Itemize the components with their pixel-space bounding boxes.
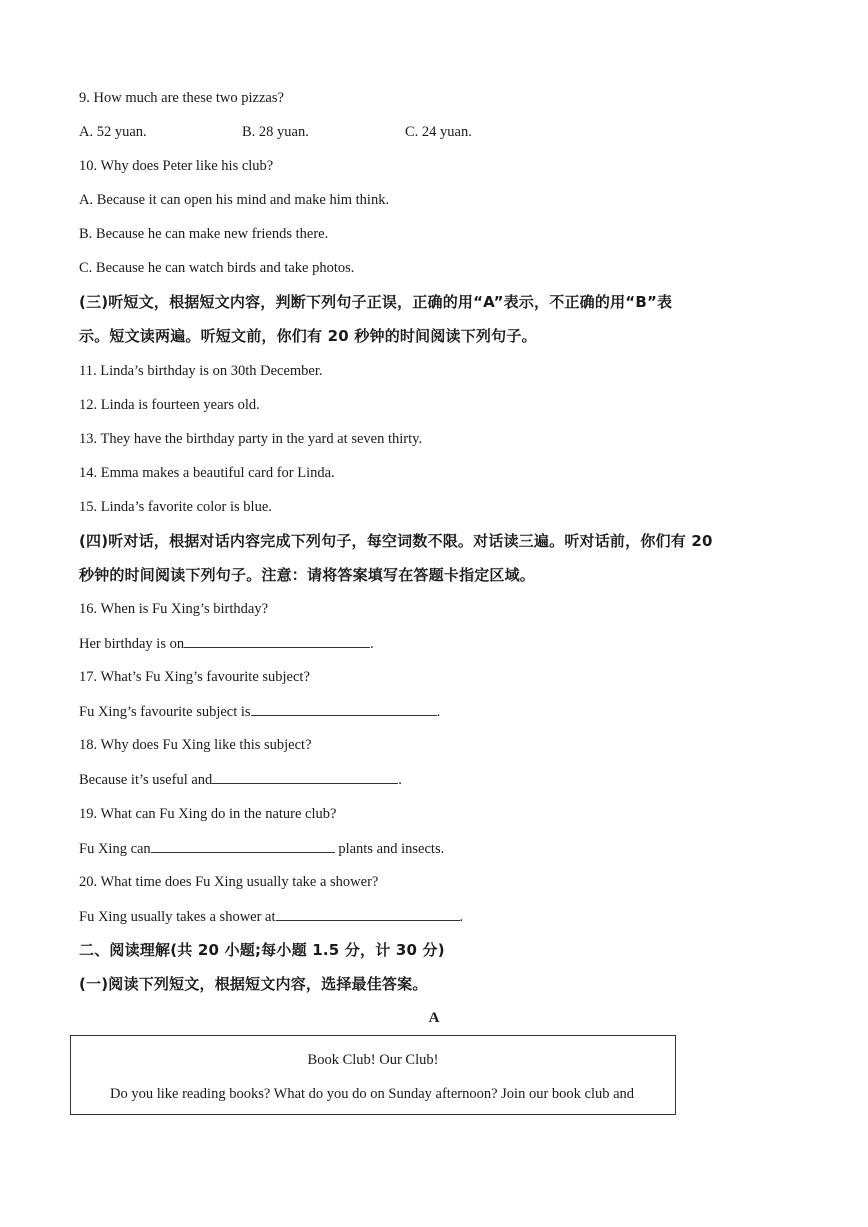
q9-option-a: A. 52 yuan. [79,124,147,140]
answer-16-suffix: . [370,636,374,652]
answer-18-prefix: Because it’s useful and [79,772,213,788]
answer-19-prefix: Fu Xing can [79,841,151,857]
answer-17-prefix: Fu Xing’s favourite subject is [79,704,251,720]
section3-instruction-line2: 示。短文读两遍。听短文前，你们有 20 秒钟的时间阅读下列句子。 [79,327,537,345]
answer-20 [79,907,463,926]
question-16: 16. When is Fu Xing’s birthday? [79,601,269,617]
part2-subheading: (一)阅读下列短文，根据短文内容，选择最佳答案。 [79,975,428,993]
passage-text: Do you like reading books? What do you do on Sunday afternoon? Join our book club and [110,1086,635,1102]
answer-16-prefix: Her birthday is on [79,636,185,652]
q10-option-c: C. Because he can watch birds and take photos. [79,260,355,276]
answer-18 [79,770,402,789]
tf-item-14: 14. Emma makes a beautiful card for Linda. [79,465,335,481]
part2-heading: 二、阅读理解(共 20 小题;每小题 1.5 分，计 30 分) [79,941,445,959]
tf-item-15: 15. Linda’s favorite color is blue. [79,499,272,515]
question-9: 9. How much are these two pizzas? [79,90,284,106]
answer-18-suffix: . [398,772,402,788]
q9-option-b: B. 28 yuan. [242,124,309,140]
question-19: 19. What can Fu Xing do in the nature club? [79,806,337,822]
question-10: 10. Why does Peter like his club? [79,158,274,174]
answer-19 [79,839,444,858]
section4-instruction-line2: 秒钟的时间阅读下列句子。注意：请将答案填写在答题卡指定区域。 [79,566,536,584]
answer-19-suffix: plants and insects. [334,841,445,857]
q9-option-c: C. 24 yuan. [405,124,472,140]
q10-option-a: A. Because it can open his mind and make him think. [79,192,390,208]
passage-box [70,1035,676,1115]
tf-item-11: 11. Linda’s birthday is on 30th December. [79,363,323,379]
q10-option-b: B. Because he can make new friends there. [79,226,329,242]
answer-16-blank[interactable] [184,634,370,648]
question-17: 17. What’s Fu Xing’s favourite subject? [79,669,310,685]
question-18: 18. Why does Fu Xing like this subject? [79,737,312,753]
answer-20-suffix: . [459,909,464,925]
answer-19-blank[interactable] [151,839,335,853]
section4-instruction-line1: (四)听对话，根据对话内容完成下列句子，每空词数不限。对话读三遍。听对话前，你们有 20 [79,532,713,550]
tf-item-13: 13. They have the birthday party in the yard at seven thirty. [79,431,423,447]
answer-20-blank[interactable] [276,907,460,921]
answer-20-prefix: Fu Xing usually takes a shower at [79,909,276,925]
tf-item-12: 12. Linda is fourteen years old. [79,397,260,413]
answer-16 [79,634,374,653]
passage-label: A [428,1010,440,1026]
answer-17-blank[interactable] [251,702,437,716]
answer-18-blank[interactable] [212,770,398,784]
section3-instruction-line1: (三)听短文，根据短文内容，判断下列句子正误，正确的用“A”表示，不正确的用“B”表 [79,293,673,311]
answer-17 [79,702,440,721]
question-20: 20. What time does Fu Xing usually take a shower? [79,874,379,890]
answer-17-suffix: . [436,704,441,720]
passage-title: Book Club! Our Club! [307,1052,439,1068]
